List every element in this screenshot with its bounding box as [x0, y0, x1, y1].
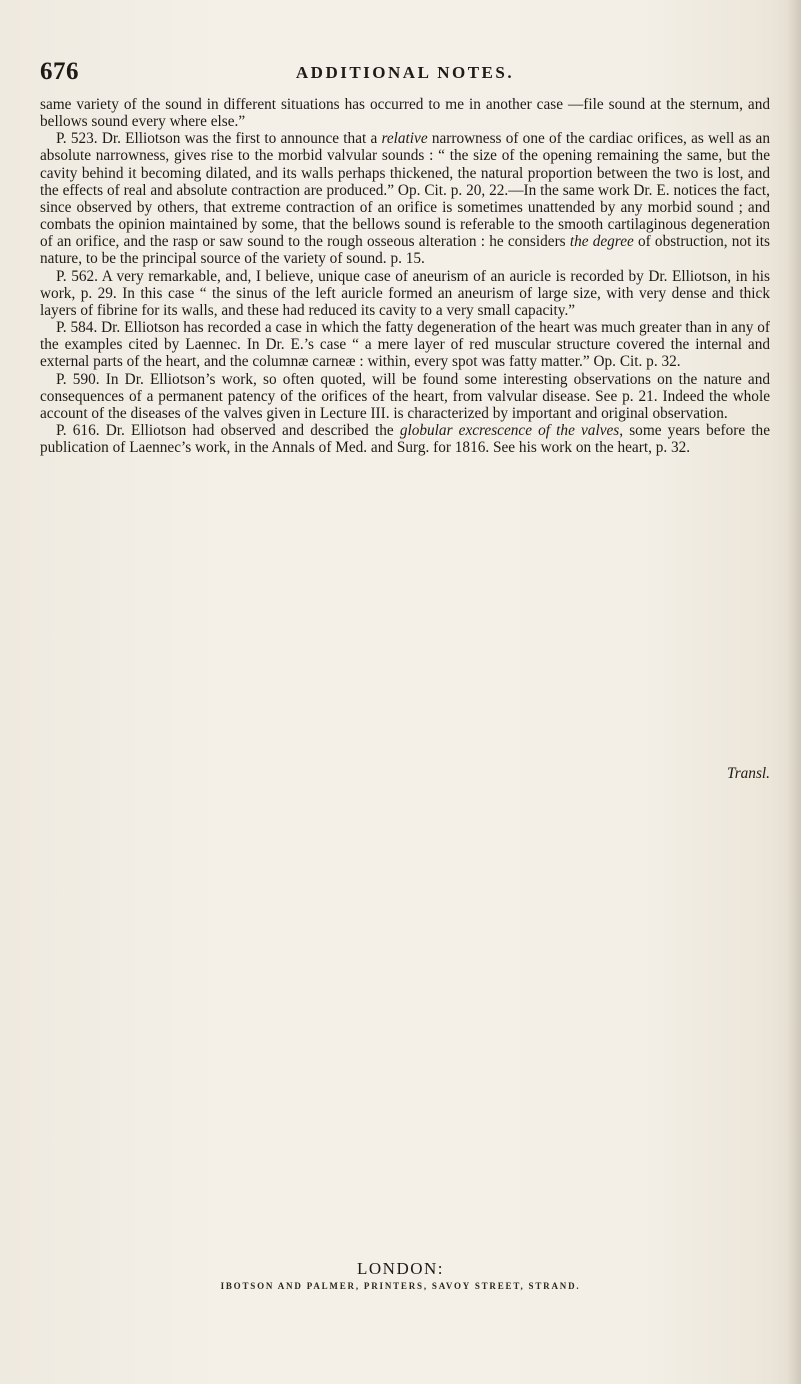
- imprint-city: LONDON:: [357, 1259, 444, 1278]
- translator-signature: Transl.: [727, 765, 770, 782]
- note-p584: P. 584. Dr. Elliotson has recorded a case in which the fatty degeneration of the heart was much greater than in any of the examples cited by Laennec. In Dr. E.’s case “ a mere layer of red muscular structure covered the internal and external parts of the heart, and the columnæ carneæ : within, every spot was fatty matter.” Op. Cit. p. 32.: [40, 319, 770, 371]
- notes-body: [40, 96, 770, 456]
- page-edge-shadow: [787, 0, 801, 1384]
- note-p523: P. 523. Dr. Elliotson was the first to announce that a relative narrowness of one of the cardiac orifices, as well as an absolute narrowness, gives rise to the morbid valvular sounds : “ the size of the opening remaining the same, but the cavity behind it becoming dilated, and its walls perhaps thickened, the natural proportion between the two is lost, and the effects of real and absolute contraction are produced.” Op. Cit. p. 20, 22.—In the same work Dr. E. notices the fact, since observed by others, that extreme contraction of an orifice is sometimes unattended by any morbid sound ; and combats the opinion maintained by some, that the bellows sound is referable to the smooth cartilaginous degeneration of an orifice, and the rasp or saw sound to the rough osseous alteration : he considers the degree of obstruction, not its nature, to be the principal source of the variety of sound. p. 15.: [40, 130, 770, 268]
- running-title: ADDITIONAL NOTES.: [295, 63, 515, 82]
- page-number: 676: [40, 58, 79, 85]
- page-header: [40, 58, 770, 84]
- note-p616: P. 616. Dr. Elliotson had observed and described the globular excrescence of the valves, some years before the publication of Laennec’s work, in the Annals of Med. and Surg. for 1816. See his work on the heart, p. 32.: [40, 421, 770, 457]
- note-p590: P. 590. In Dr. Elliotson’s work, so often quoted, will be found some interesting observations on the nature and consequences of a permanent patency of the orifices of the heart, from valvular disease. See p. 21. Indeed the whole account of the diseases of the valves given in Lecture III. is characterized by important and original observation.: [40, 370, 770, 422]
- imprint-printer: IBOTSON AND PALMER, PRINTERS, SAVOY STREET, STRAND.: [220, 1281, 581, 1291]
- note-p562: P. 562. A very remarkable, and, I believe, unique case of aneurism of an auricle is recorded by Dr. Elliotson, in his work, p. 29. In this case “ the sinus of the left auricle formed an aneurism of large size, with very dense and thick layers of fibrine for its walls, and these had reduced its cavity to a very small capacity.”: [40, 267, 770, 319]
- paragraph-continuation: same variety of the sound in different situations has occurred to me in another case —file sound at the sternum, and bellows sound every where else.”: [40, 96, 770, 131]
